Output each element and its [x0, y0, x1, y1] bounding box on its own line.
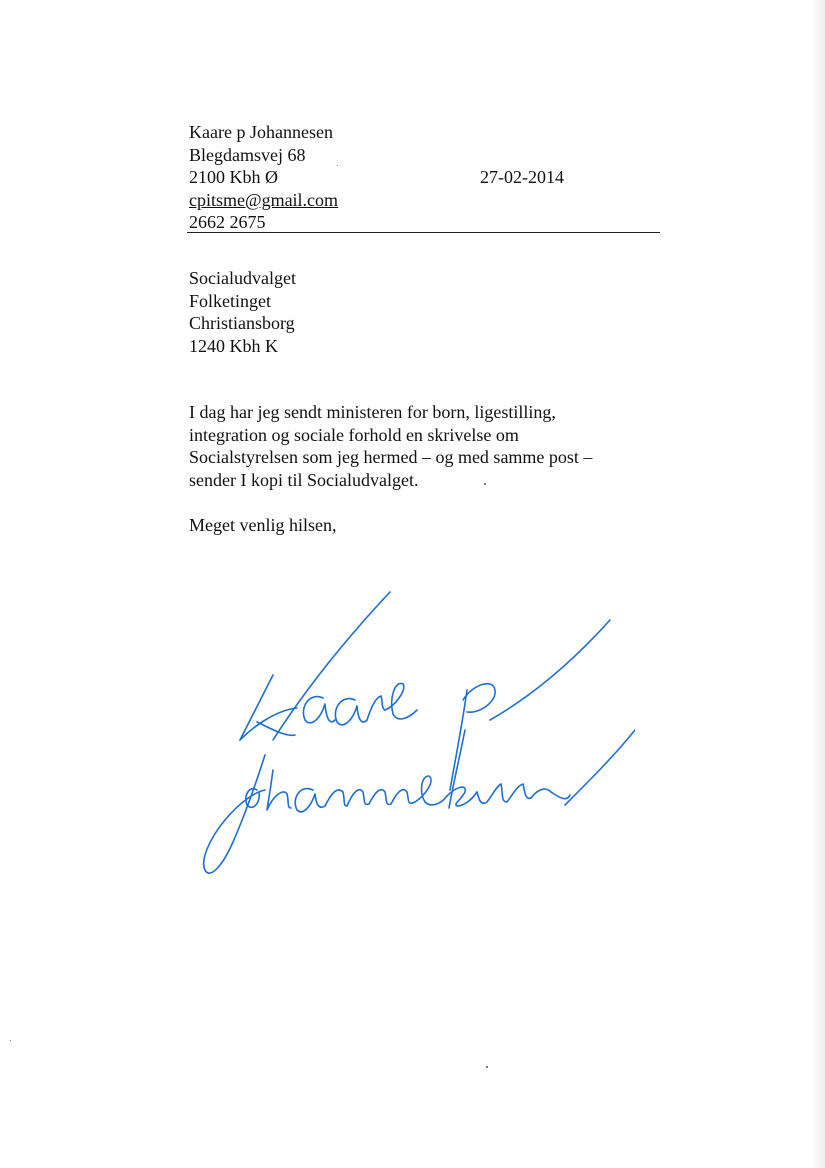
letter-closing: Meget venlig hilsen,	[189, 515, 337, 535]
scan-speck	[337, 165, 338, 166]
sender-address-block	[189, 121, 338, 234]
body-line-2: integration og sociale forhold en skrivelse om	[189, 424, 519, 445]
sender-name: Kaare p Johannesen	[189, 122, 333, 142]
body-line-3: Socialstyrelsen som jeg hermed – og med samme post –	[189, 447, 593, 467]
recipient-line-2: Folketinget	[189, 290, 271, 311]
letter-date: 27-02-2014	[480, 167, 564, 187]
sender-phone: 2662 2675	[189, 212, 266, 232]
scan-speck	[484, 483, 486, 485]
recipient-line-4: 1240 Kbh K	[189, 335, 278, 356]
sender-city: 2100 Kbh Ø	[189, 167, 278, 187]
handwritten-signature	[195, 580, 635, 900]
scan-edge-shadow	[811, 0, 825, 1168]
scan-speck	[486, 1066, 488, 1068]
sender-email: cpitsme@gmail.com	[189, 189, 339, 210]
recipient-line-1: Socialudvalget	[189, 268, 296, 288]
body-line-1: I dag har jeg sendt ministeren for born, ligestilling,	[189, 402, 556, 422]
recipient-address-block	[189, 267, 296, 357]
scan-speck	[10, 1040, 11, 1041]
body-line-4: sender I kopi til Socialudvalget.	[189, 469, 419, 490]
header-divider	[187, 232, 660, 233]
sender-street: Blegdamsvej 68	[189, 144, 306, 165]
recipient-line-3: Christiansborg	[189, 313, 295, 333]
letter-body	[189, 401, 659, 491]
